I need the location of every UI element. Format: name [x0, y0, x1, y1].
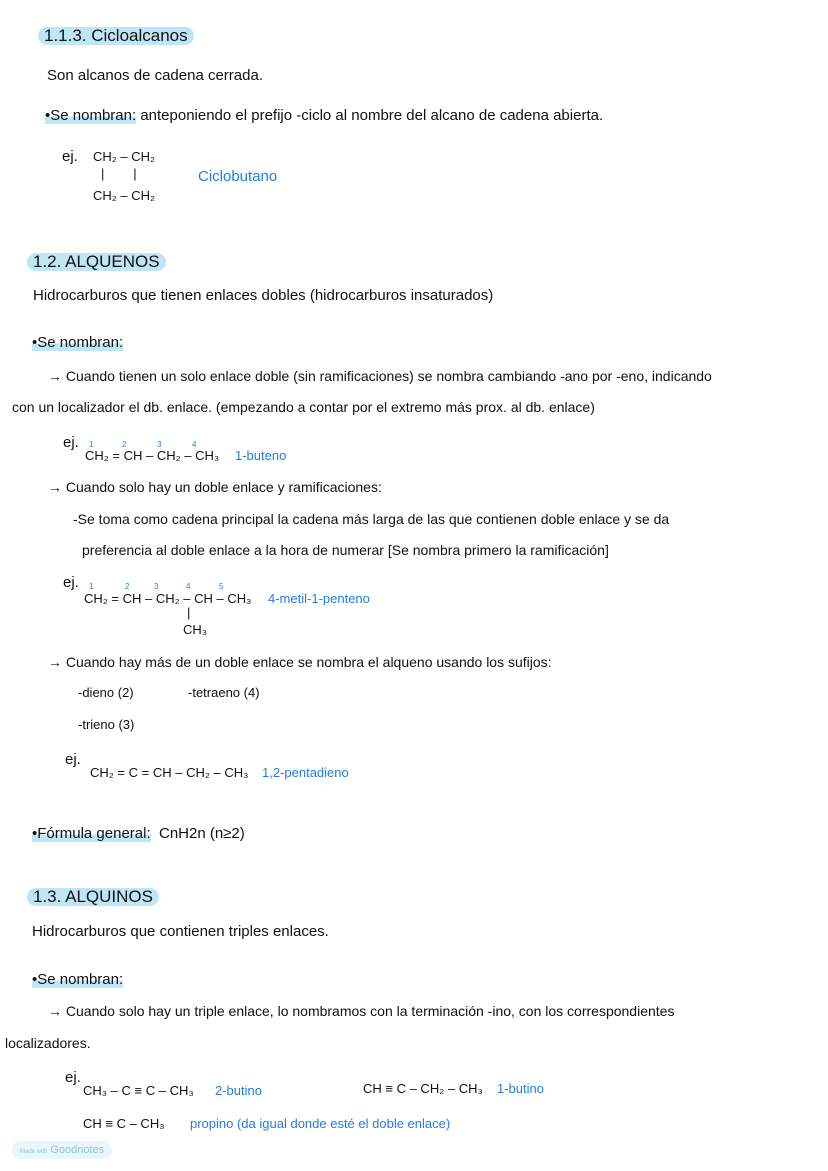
branch-bond: | — [187, 605, 191, 620]
rule-text: preferencia al doble enlace a la hora de numerar [Se nombra primero la ramificación] — [82, 542, 609, 558]
badge-prefix: Made with — [20, 1149, 48, 1155]
definition-text: Son alcanos de cadena cerrada. — [47, 67, 263, 84]
formula: CH₂ – CH₂ — [93, 188, 156, 203]
se-nombran-label — [32, 334, 123, 352]
compound-name: 2-butino — [215, 1083, 262, 1098]
rule-text: → Cuando hay más de un doble enlace se nombra el alqueno usando los sufijos: — [48, 654, 552, 670]
locant: 1 — [89, 582, 94, 591]
rule-text: con un localizador el db. enlace. (empezando a contar por el extremo más prox. al db. enlace) — [12, 399, 595, 415]
suffix: -dieno (2) — [78, 685, 134, 700]
goodnotes-badge — [12, 1141, 112, 1159]
definition-text: Hidrocarburos que contienen triples enlaces. — [32, 923, 329, 940]
formula-bonds: | | — [101, 166, 137, 181]
rule-text: localizadores. — [5, 1035, 91, 1051]
naming-rule — [45, 107, 603, 125]
rule-text: → Cuando solo hay un triple enlace, lo nombramos con la terminación -ino, con los correspondientes — [48, 1003, 675, 1019]
formula: CH₂ = CH – CH₂ – CH – CH₃ — [84, 591, 252, 606]
formula: CH₃ – C ≡ C – CH₃ — [83, 1083, 194, 1098]
rule-text: anteponiendo el prefijo -ciclo al nombre del alcano de cadena abierta. — [140, 107, 604, 124]
formula: CH₂ – CH₂ — [93, 149, 156, 164]
compound-name: 1-butino — [497, 1081, 544, 1096]
compound-name: 1-buteno — [235, 448, 287, 463]
rule-text: → Cuando tienen un solo enlace doble (sin ramificaciones) se nombra cambiando -ano por -eno, indicando — [48, 368, 712, 384]
se-nombran-label — [32, 971, 123, 989]
definition-text: Hidrocarburos que tienen enlaces dobles (hidrocarburos insaturados) — [33, 287, 494, 304]
locant: 2 — [125, 582, 130, 591]
formula: CH₂ = C = CH – CH₂ – CH₃ — [90, 765, 249, 780]
general-formula-value: CnH2n (n≥2) — [158, 825, 245, 842]
ej-label: ej. — [63, 574, 79, 591]
se-nombran-text: •Se nombran: — [32, 971, 124, 988]
se-nombran-text: •Se nombran: — [32, 334, 124, 351]
general-formula-label: •Fórmula general: — [32, 825, 151, 842]
ej-label: ej. — [65, 1069, 81, 1086]
locant: 2 — [122, 440, 127, 449]
ej-label: ej. — [65, 751, 81, 768]
rule-text: → Cuando solo hay un doble enlace y ramificaciones: — [48, 479, 382, 495]
section-heading-alquenos: 1.2. ALQUENOS — [27, 253, 166, 271]
se-nombran-label: •Se nombran: — [45, 107, 137, 124]
locant: 1 — [89, 440, 94, 449]
locant: 4 — [186, 582, 191, 591]
badge-brand: Goodnotes — [50, 1144, 105, 1156]
formula: CH₂ = CH – CH₂ – CH₃ — [85, 448, 220, 463]
compound-name: propino (da igual donde esté el doble enlace) — [190, 1116, 451, 1131]
compound-name: Ciclobutano — [198, 168, 278, 185]
locant: 3 — [154, 582, 159, 591]
branch: CH₃ — [183, 622, 208, 637]
locant: 3 — [157, 440, 162, 449]
locant: 4 — [192, 440, 197, 449]
suffix: -tetraeno (4) — [188, 685, 260, 700]
general-formula — [32, 825, 245, 843]
formula: CH ≡ C – CH₂ – CH₃ — [363, 1081, 483, 1096]
locant: 5 — [219, 582, 224, 591]
ej-label: ej. — [63, 434, 79, 451]
compound-name: 1,2-pentadieno — [262, 765, 349, 780]
section-heading-cicloalcanos: 1.1.3. Cicloalcanos — [38, 27, 194, 45]
rule-text: -Se toma como cadena principal la cadena más larga de las que contienen doble enlace y se da — [73, 511, 670, 527]
formula: CH ≡ C – CH₃ — [83, 1116, 165, 1131]
suffix: -trieno (3) — [78, 717, 135, 732]
compound-name: 4-metil-1-penteno — [268, 591, 370, 606]
ej-label: ej. — [62, 148, 78, 165]
section-heading-alquinos: 1.3. ALQUINOS — [27, 888, 159, 906]
